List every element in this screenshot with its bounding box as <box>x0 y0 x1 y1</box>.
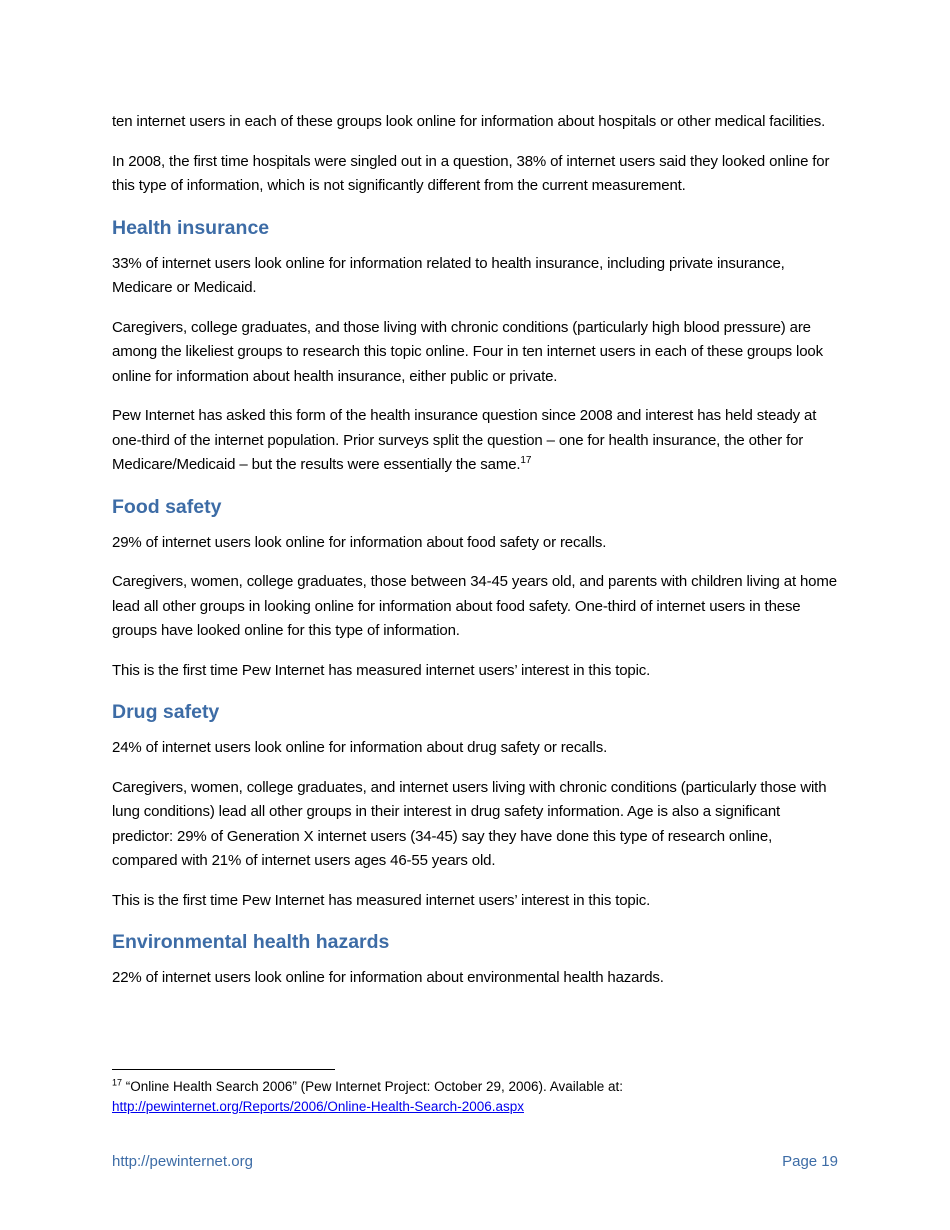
paragraph: 24% of internet users look online for information about drug safety or recalls. <box>112 739 608 756</box>
footnote <box>112 1077 840 1117</box>
paragraph-text: Pew Internet has asked this form of the health insurance question since 2008 and interest has held steady at one-third of the internet population. Prior surveys split the question – one for health insurance, the other for Medicare/Medicaid – but the results were essentially the same. <box>112 407 817 473</box>
page-body <box>112 110 840 1006</box>
footnote-reference[interactable]: 17 <box>520 455 532 466</box>
footnote-number: 17 <box>112 1077 123 1088</box>
paragraph: ten internet users in each of these groups look online for information about hospitals or other medical facilities. <box>112 113 826 130</box>
paragraph: Caregivers, college graduates, and those living with chronic conditions (particularly high blood pressure) are among the likeliest groups to research this topic online. Four in ten internet users in each of these groups look online for information about health insurance, either public or private. <box>112 318 823 385</box>
section-heading-drug-safety: Drug safety <box>112 701 220 723</box>
paragraph: This is the first time Pew Internet has measured internet users’ interest in this topic. <box>112 891 651 909</box>
paragraph: This is the first time Pew Internet has measured internet users’ interest in this topic. <box>112 661 651 679</box>
paragraph: Caregivers, women, college graduates, and internet users living with chronic conditions (particularly those with lung conditions) lead all other groups in their interest in drug safety information. Age is also a significant predictor: 29% of Generation X internet users (34-45) say they have done this type of research online, compared with 21% of internet users ages 46-55 years old. <box>112 778 827 869</box>
paragraph: 22% of internet users look online for information about environmental health hazards. <box>112 969 664 986</box>
footer-page-number: Page 19 <box>782 1153 838 1170</box>
footnote-link[interactable]: http://pewinternet.org/Reports/2006/Online-Health-Search-2006.aspx <box>112 1099 524 1114</box>
paragraph: In 2008, the first time hospitals were singled out in a question, 38% of internet users said they looked online for this type of information, which is not significantly different from the current measurement. <box>112 152 830 194</box>
paragraph: 33% of internet users look online for information related to health insurance, including private insurance, Medicare or Medicaid. <box>112 254 785 296</box>
paragraph: 29% of internet users look online for information about food safety or recalls. <box>112 533 607 551</box>
section-heading-health-insurance: Health insurance <box>112 216 270 239</box>
section-heading-food-safety: Food safety <box>112 495 222 518</box>
footer-site-url: http://pewinternet.org <box>112 1153 253 1170</box>
page-footer <box>112 1152 838 1172</box>
footnote-divider <box>112 1069 335 1070</box>
paragraph <box>112 404 840 478</box>
paragraph: Caregivers, women, college graduates, those between 34-45 years old, and parents with children living at home lead all other groups in looking online for information about food safety. One-third of internet users in these groups have looked online for this type of information. <box>112 573 837 639</box>
footnote-text: “Online Health Search 2006” (Pew Internet Project: October 29, 2006). Available at: <box>122 1079 624 1094</box>
section-heading-environmental-health-hazards: Environmental health hazards <box>112 931 390 953</box>
